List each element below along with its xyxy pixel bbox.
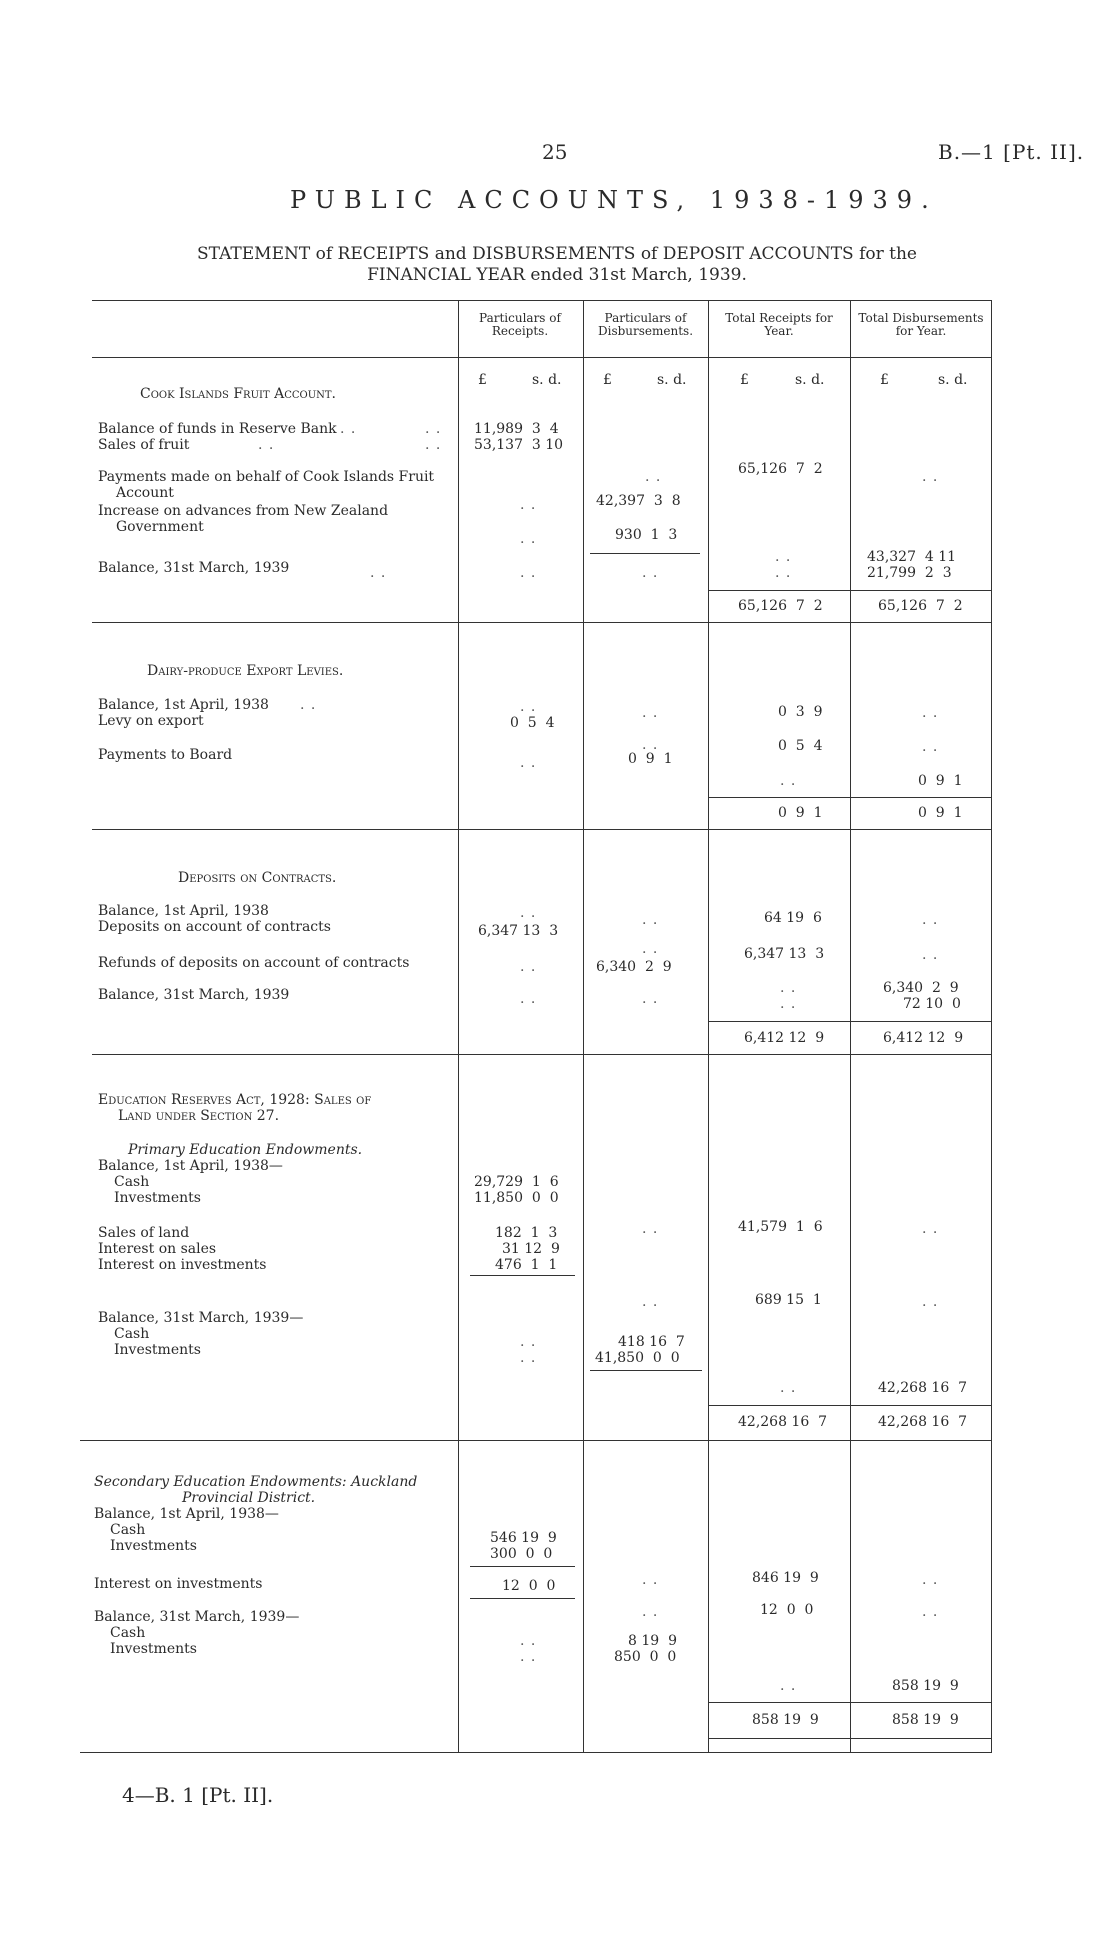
leader-dots: . . [642,991,659,1007]
cook-section-rule [92,622,992,623]
row-label: Payments made on behalf of Cook Islands Fruit [98,469,435,485]
sec-receipt-rule [470,1566,575,1567]
sec-grand-disb: 858 19 9 [892,1712,959,1728]
col-header-total-disbursements: Total Disbursements for Year. [858,311,984,338]
deposits-grand-disb: 6,412 12 9 [883,1030,964,1046]
row-label: Interest on investments [98,1257,267,1273]
cook-grand-disb: 65,126 7 2 [878,598,963,614]
deposits-total-rule [708,1021,991,1022]
deposits-total-disb-1: 6,340 2 9 [883,980,959,996]
leader-dots: . . [520,905,537,921]
leader-dots: . . [922,1221,939,1237]
leader-dots: . . [642,565,659,581]
sec-total-receipt-2: 12 0 0 [760,1602,814,1618]
sec-total-disb-1: 858 19 9 [892,1678,959,1694]
sec-receipt-investments: 300 0 0 [490,1546,553,1562]
row-label: Sales of fruit [98,437,190,453]
row-label: Sales of land [98,1225,190,1241]
leader-dots: . . [258,437,275,453]
dairy-section-rule [92,829,992,830]
leader-dots: . . [642,1221,659,1237]
row-label: Levy on export [98,713,204,729]
cook-grand-receipt: 65,126 7 2 [738,598,823,614]
cook-total-rule [708,590,991,591]
cook-disb-1: 42,397 3 8 [596,493,681,509]
leader-dots: . . [922,1294,939,1310]
leader-dots: . . [642,1604,659,1620]
document-reference: B.—1 [Pt. II]. [938,140,1085,164]
deposits-disb-1: 6,340 2 9 [596,959,672,975]
leader-dots: . . [642,941,659,957]
leader-dots: . . [340,421,357,437]
row-label: Cash [114,1326,150,1342]
sec-receipt-cash: 546 19 9 [490,1530,557,1546]
leader-dots: . . [520,991,537,1007]
unit-sd-1: s. d. [532,372,562,388]
leader-dots: . . [922,1572,939,1588]
edu-disb-cash: 418 16 7 [618,1334,685,1350]
leader-dots: . . [642,705,659,721]
section-heading-cook-islands: Cook Islands Fruit Account. [140,386,336,402]
leader-dots: . . [922,739,939,755]
leader-dots: . . [775,549,792,565]
leader-dots: . . [922,947,939,963]
edu-section-rule [80,1440,992,1441]
column-rule-4 [850,300,851,1752]
row-label: Balance, 1st April, 1938— [98,1158,283,1174]
unit-sd-2: s. d. [657,372,687,388]
row-label: Balance, 31st March, 1939— [94,1609,300,1625]
section-heading-deposits: Deposits on Contracts. [178,870,337,886]
sec-receipt-interest-investments: 12 0 0 [502,1578,556,1594]
table-bottom-rule [80,1752,992,1753]
leader-dots: . . [775,565,792,581]
edu-total-receipt-1: 41,579 1 6 [738,1219,823,1235]
sec-grand-receipt: 858 19 9 [752,1712,819,1728]
sec-total-rule [708,1702,991,1703]
row-label: Government [116,519,204,535]
leader-dots: . . [520,531,537,547]
section-heading-secondary-1: Secondary Education Endowments: Auckland [94,1474,418,1490]
row-label: Investments [114,1190,201,1206]
edu-receipt-interest-sales: 31 12 9 [502,1241,560,1257]
row-label: Cash [114,1174,150,1190]
leader-dots: . . [780,980,797,996]
sec-double-rule [708,1738,991,1739]
table-top-rule [92,300,992,301]
edu-grand-receipt: 42,268 16 7 [738,1414,828,1430]
deposits-receipt-1: 6,347 13 3 [478,923,559,939]
row-label: Balance, 1st April, 1938 [98,903,269,919]
sec-disb-cash: 8 19 9 [628,1633,677,1649]
cook-receipt-1: 11,989 3 4 [474,421,559,437]
col-header-disbursements: Particulars of Disbursements. [597,311,694,338]
row-label: Interest on sales [98,1241,217,1257]
leader-dots: . . [520,1334,537,1350]
column-rule-3 [708,300,709,1752]
row-label: Refunds of deposits on account of contracts [98,955,410,971]
leader-dots: . . [780,773,797,789]
leader-dots: . . [425,421,442,437]
row-label: Balance, 31st March, 1939— [98,1310,304,1326]
section-heading-education-1: Education Reserves Act, 1928: Sales of [98,1092,372,1108]
col-header-total-receipts: Total Receipts for Year. [725,311,833,338]
edu-total-receipt-2: 689 15 1 [755,1292,822,1308]
leader-dots: . . [642,912,659,928]
edu-receipt-land: 182 1 3 [495,1225,558,1241]
section-heading-secondary-2: Provincial District. [182,1490,316,1506]
leader-dots: . . [300,697,317,713]
row-label: Investments [114,1342,201,1358]
leader-dots: . . [370,565,387,581]
statement-subtitle-line1: STATEMENT of RECEIPTS and DISBURSEMENTS of DEPOSIT ACCOUNTS for the [197,244,917,264]
leader-dots: . . [780,1380,797,1396]
page-number: 25 [542,140,568,164]
deposits-grand-receipt: 6,412 12 9 [744,1030,825,1046]
edu-disb-rule [590,1370,702,1371]
section-heading-dairy: Dairy-produce Export Levies. [147,663,344,679]
sec-disb-investments: 850 0 0 [614,1649,677,1665]
row-label: Cash [110,1522,146,1538]
page-footer: 4—B. 1 [Pt. II]. [122,1783,274,1807]
cook-total-receipt: 65,126 7 2 [738,461,823,477]
leader-dots: . . [642,1294,659,1310]
row-label: Balance, 1st April, 1938— [94,1506,279,1522]
leader-dots: . . [520,565,537,581]
leader-dots: . . [645,469,662,485]
edu-total-disb-1: 42,268 16 7 [878,1380,968,1396]
leader-dots: . . [520,699,537,715]
leader-dots: . . [520,1649,537,1665]
edu-total-rule [708,1405,991,1406]
section-subheading-primary: Primary Education Endowments. [128,1142,363,1158]
row-label: Increase on advances from New Zealand [98,503,389,519]
unit-pound-3: £ [740,372,749,388]
row-label: Balance, 31st March, 1939 [98,560,290,576]
col-header-receipts: Particulars of Receipts. [479,311,561,338]
unit-pound-2: £ [603,372,612,388]
subtitle-text: FINANCIAL YEAR ended 31st March, 1939. [367,265,747,285]
leader-dots: . . [520,1350,537,1366]
deposits-section-rule [92,1054,992,1055]
unit-pound-4: £ [880,372,889,388]
column-rule-1 [458,300,459,1752]
dairy-grand-receipt: 0 9 1 [778,805,823,821]
leader-dots: . . [780,1678,797,1694]
section-heading-education-2: Land under Section 27. [118,1108,280,1124]
row-label: Payments to Board [98,747,233,763]
dairy-total-disb-1: 0 9 1 [918,773,963,789]
leader-dots: . . [780,996,797,1012]
unit-pound-1: £ [478,372,487,388]
edu-receipt-cash: 29,729 1 6 [474,1174,559,1190]
leader-dots: . . [642,737,659,753]
row-label: Account [116,485,174,501]
row-label: Balance, 1st April, 1938 [98,697,269,713]
dairy-disb-1: 0 9 1 [628,751,673,767]
table-header-rule [92,357,992,358]
edu-receipt-rule [470,1275,575,1276]
unit-sd-3: s. d. [795,372,825,388]
deposits-total-receipt-1: 64 19 6 [764,910,822,926]
deposits-total-disb-2: 72 10 0 [903,996,961,1012]
row-label: Interest on investments [94,1576,263,1592]
leader-dots: . . [520,1633,537,1649]
leader-dots: . . [520,755,537,771]
cook-total-disb-2: 21,799 2 3 [867,565,952,581]
column-rule-5 [991,300,992,1752]
leader-dots: . . [922,705,939,721]
leader-dots: . . [922,469,939,485]
dairy-total-receipt-1: 0 3 9 [778,704,823,720]
row-label: Investments [110,1641,197,1657]
sec-total-receipt-1: 846 19 9 [752,1570,819,1586]
edu-grand-disb: 42,268 16 7 [878,1414,968,1430]
row-label: Investments [110,1538,197,1554]
dairy-total-receipt-2: 0 5 4 [778,738,823,754]
unit-sd-4: s. d. [938,372,968,388]
dairy-receipt-1: 0 5 4 [510,715,555,731]
deposits-total-receipt-2: 6,347 13 3 [744,946,825,962]
column-rule-2 [583,300,584,1752]
cook-receipt-2: 53,137 3 10 [474,437,564,453]
leader-dots: . . [922,1604,939,1620]
page-title: PUBLIC ACCOUNTS, 1938-1939. [290,186,938,214]
dairy-grand-disb: 0 9 1 [918,805,963,821]
edu-disb-investments: 41,850 0 0 [595,1350,680,1366]
leader-dots: . . [425,437,442,453]
leader-dots: . . [642,1572,659,1588]
dairy-total-rule [708,797,991,798]
statement-subtitle-line2 [100,265,1014,285]
row-label: Balance, 31st March, 1939 [98,987,290,1003]
cook-disb-subtotal-rule [590,553,700,554]
row-label: Balance of funds in Reserve Bank [98,421,337,437]
leader-dots: . . [520,497,537,513]
row-label: Cash [110,1625,146,1641]
cook-disb-2: 930 1 3 [615,527,678,543]
row-label: Deposits on account of contracts [98,919,331,935]
sec-receipt-rule-2 [470,1598,575,1599]
cook-total-disb-1: 43,327 4 11 [867,549,957,565]
leader-dots: . . [922,912,939,928]
edu-receipt-investments: 11,850 0 0 [474,1190,559,1206]
leader-dots: . . [520,959,537,975]
edu-receipt-interest-investments: 476 1 1 [495,1257,558,1273]
